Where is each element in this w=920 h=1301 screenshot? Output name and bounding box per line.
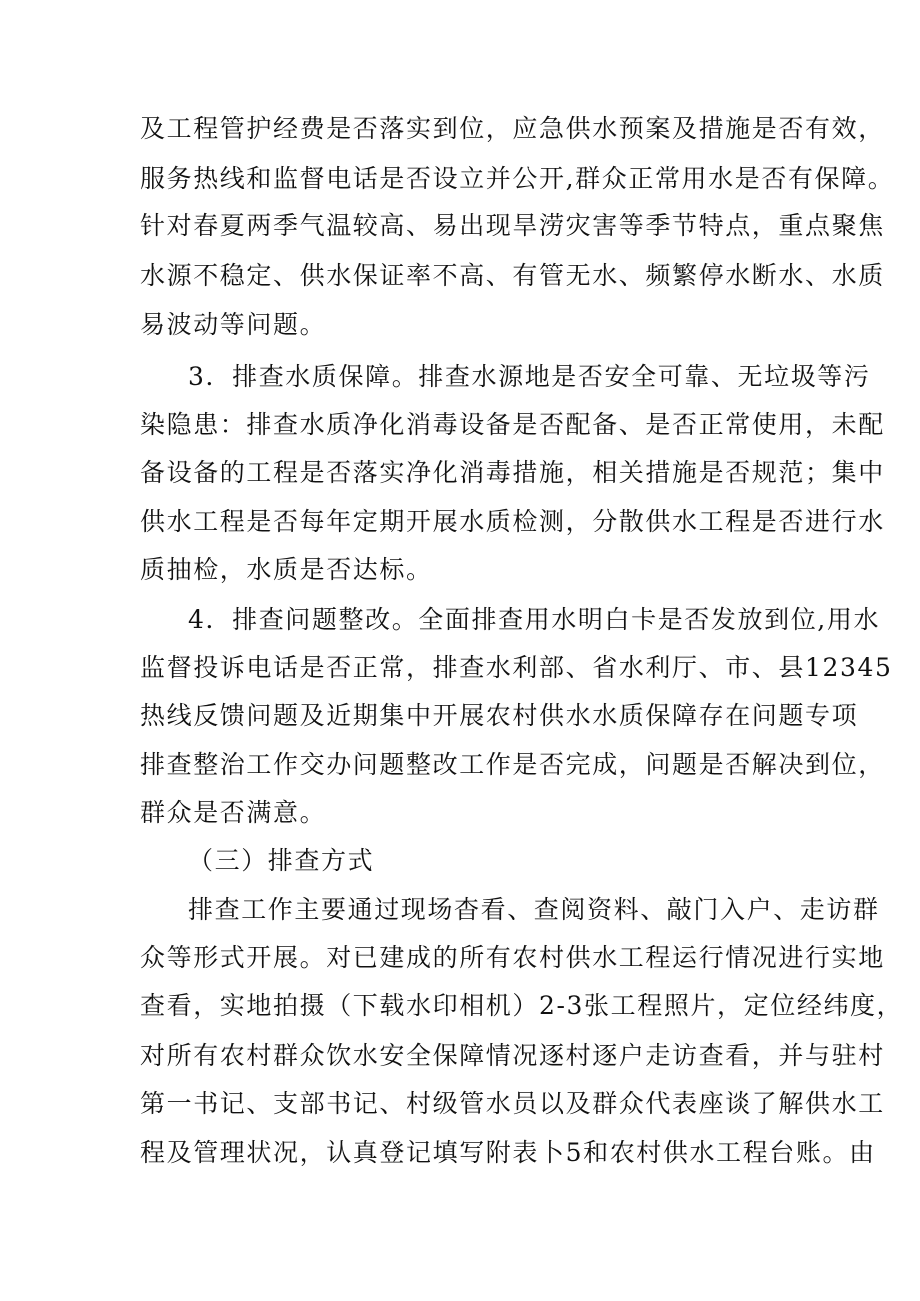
text-line: 热线反馈问题及近期集中开展农村供水水质保障存在问题专项 bbox=[140, 701, 859, 730]
text-line: 质抽检，水质是否达标。 bbox=[140, 555, 433, 584]
text-line: 群众是否满意。 bbox=[140, 798, 327, 827]
text-line: 备设备的工程是否落实净化消毒措施，相关措施是否规范；集中 bbox=[140, 458, 885, 487]
text-line: 排查整治工作交办问题整改工作是否完成，问题是否解决到位， bbox=[140, 750, 885, 779]
paragraph-start-line: 4．排查问题整改。全面排查用水明白卡是否发放到位,用水 bbox=[188, 605, 881, 634]
text-line: 对所有农村群众饮水安全保障情况逐村逐户走访查看，并与驻村 bbox=[140, 1041, 885, 1070]
text-line: 供水工程是否每年定期开展水质检测，分散供水工程是否进行水 bbox=[140, 507, 885, 536]
text-line: 针对春夏两季气温较高、易出现旱涝灾害等季节特点，重点聚焦 bbox=[140, 211, 885, 240]
text-line: 查看，实地拍摄（下载水印相机）2-3张工程照片，定位经纬度， bbox=[140, 991, 904, 1020]
text-line: 水源不稳定、供水保证率不高、有管无水、频繁停水断水、水质 bbox=[140, 261, 885, 290]
section-heading: （三）排查方式 bbox=[188, 846, 375, 875]
text-line: 及工程管护经费是否落实到位，应急供水预案及措施是否有效， bbox=[140, 114, 885, 143]
text-line: 监督投诉电话是否正常，排查水利部、省水利厅、市、县12345 bbox=[140, 653, 893, 682]
text-line: 程及管理状况，认真登记填写附表卜5和农村供水工程台账。由 bbox=[140, 1138, 876, 1167]
text-line: 第一书记、支部书记、村级管水员以及群众代表座谈了解供水工 bbox=[140, 1089, 885, 1118]
text-line: 易波动等问题。 bbox=[140, 310, 327, 339]
text-line: 染隐患：排查水质净化消毒设备是否配备、是否正常使用，未配 bbox=[140, 410, 885, 439]
text-line: 服务热线和监督电话是否设立并公开,群众正常用水是否有保障。 bbox=[140, 164, 895, 193]
paragraph-start-line: 3．排查水质保障。排查水源地是否安全可靠、无垃圾等污 bbox=[188, 362, 871, 391]
text-line: 众等形式开展。对已建成的所有农村供水工程运行情况进行实地 bbox=[140, 943, 885, 972]
paragraph-start-line: 排查工作主要通过现场杳看、查阅资料、敲门入户、走访群 bbox=[188, 895, 880, 924]
